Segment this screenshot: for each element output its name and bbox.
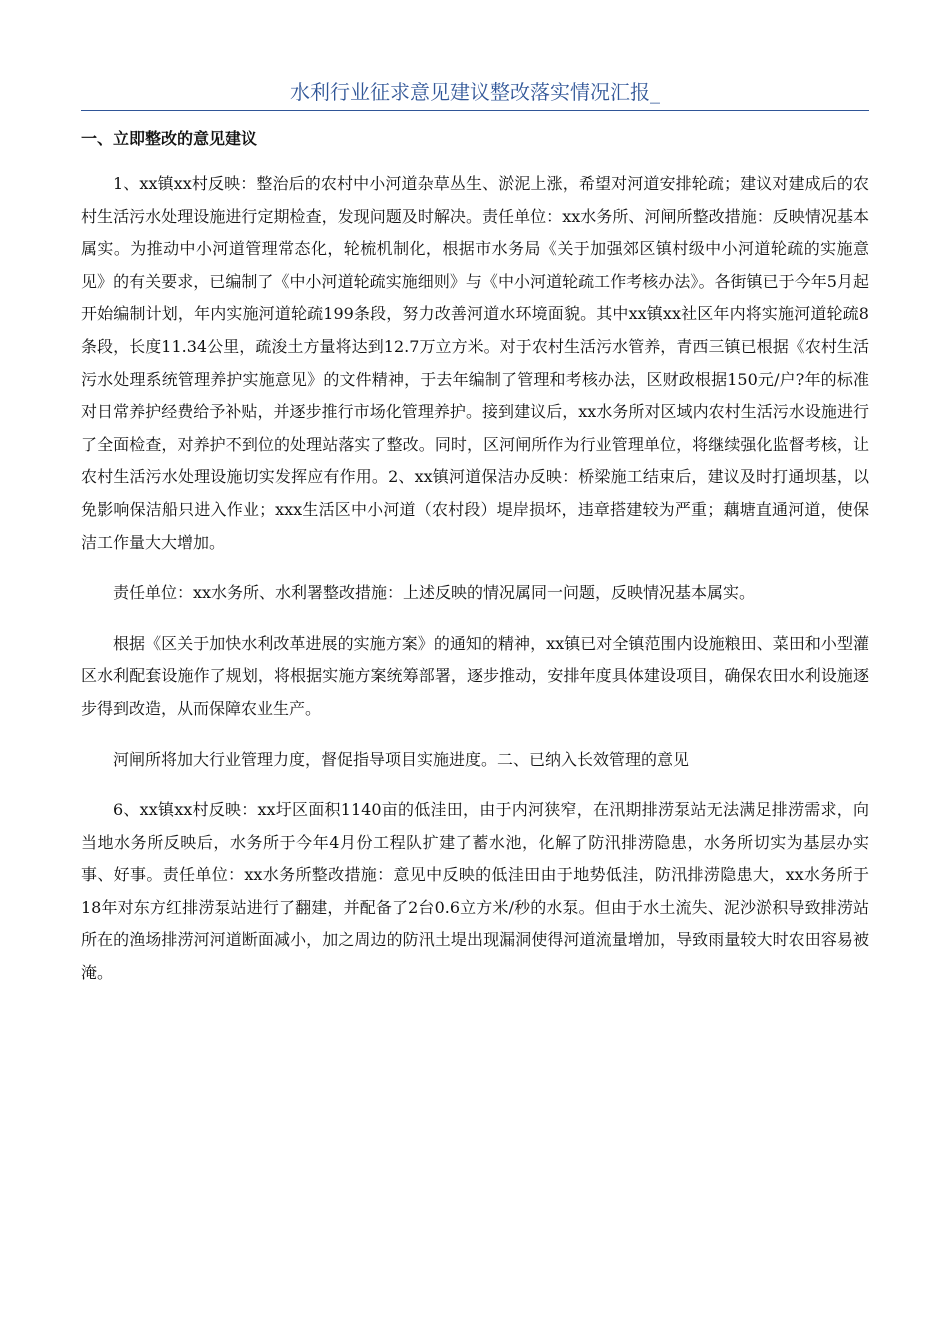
- document-page: [81, 78, 869, 990]
- paragraph-3: 根据《区关于加快水利改革进展的实施方案》的通知的精神，xx镇已对全镇范围内设施粮田、菜田和小型灌区水利配套设施作了规划，将根据实施方案统筹部署，逐步推动，安排年度具体建设项目，确保农田水利设施逐步得到改造，从而保障农业生产。: [81, 633, 869, 718]
- paragraph-5: 6、xx镇xx村反映：xx圩区面积1140亩的低洼田，由于内河狭窄，在汛期排涝泵站无法满足排涝需求，向当地水务所反映后，水务所于今年4月份工程队扩建了蓄水池，化解了防汛排涝隐患，水务所切实为基层办实事、好事。责任单位：xx水务所整改措施：意见中反映的低洼田由于地势低洼，防汛排涝隐患大，xx水务所于18年对东方红排涝泵站进行了翻建，并配备了2台0.6立方米/秒的水泵。但由于水土流失、泥沙淤积导致排涝站所在的渔场排涝河河道断面减小，加之周边的防汛土堤出现漏洞使得河道流量增加，导致雨量较大时农田容易被淹。: [81, 800, 869, 983]
- paragraph-1: 1、xx镇xx村反映：整治后的农村中小河道杂草丛生、淤泥上涨，希望对河道安排轮疏；建议对建成后的农村生活污水处理设施进行定期检查，发现问题及时解决。责任单位：xx水务所、河闸所整改措施：反映情况基本属实。为推动中小河道管理常态化，轮梳机制化，根据市水务局《关于加强郊区镇村级中小河道轮疏的实施意见》的有关要求，已编制了《中小河道轮疏实施细则》与《中小河道轮疏工作考核办法》。各街镇已于今年5月起开始编制计划，年内实施河道轮疏199条段，努力改善河道水环境面貌。其中xx镇xx社区年内将实施河道轮疏8条段，长度11.34公里，疏浚土方量将达到12.7万立方米。对于农村生活污水管养，青西三镇已根据《农村生活污水处理系统管理养护实施意见》的文件精神，于去年编制了管理和考核办法，区财政根据150元/户?年的标准对日常养护经费给予补贴，并逐步推行市场化管理养护。接到建议后，xx水务所对区域内农村生活污水设施进行了全面检查，对养护不到位的处理站落实了整改。同时，区河闸所作为行业管理单位，将继续强化监督考核，让农村生活污水处理设施切实发挥应有作用。2、xx镇河道保洁办反映：桥梁施工结束后，建议及时打通坝基，以免影响保洁船只进入作业；xxx生活区中小河道（农村段）堤岸损坏，违章搭建较为严重；藕塘直通河道，使保洁工作量大大增加。: [81, 174, 869, 552]
- paragraph-4: 河闸所将加大行业管理力度，督促指导项目实施进度。二、已纳入长效管理的意见: [113, 749, 690, 769]
- paragraph-2: 责任单位：xx水务所、水利署整改措施：上述反映的情况属同一问题，反映情况基本属实。: [113, 583, 756, 603]
- document-title: 水利行业征求意见建议整改落实情况汇报_: [81, 78, 869, 111]
- section-heading: 一、立即整改的意见建议: [81, 129, 258, 148]
